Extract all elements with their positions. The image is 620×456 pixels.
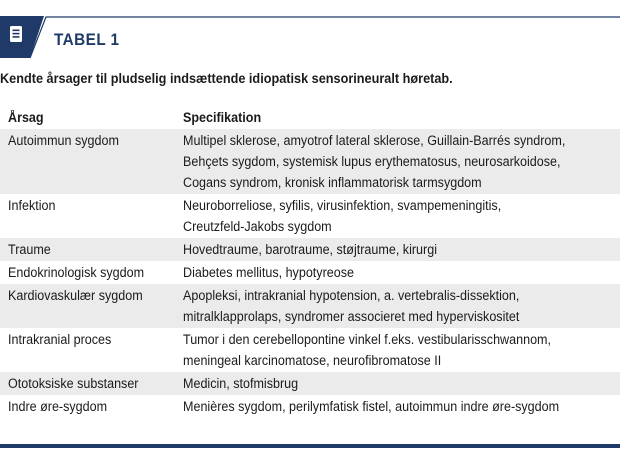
specification-line: mitralklapprolaps, syndromer associeret med hyperviskositet xyxy=(183,309,520,324)
cause-cell: Intrakranial proces xyxy=(8,332,112,347)
cause-cell: Ototoksiske substanser xyxy=(0,372,183,395)
specification-line: Multipel sklerose, amyotrof lateral sklerose, Guillain-Barrés syndrom, xyxy=(183,133,566,148)
table-row xyxy=(0,261,620,284)
specification-cell xyxy=(183,328,620,372)
specification-line: Cogans syndrom, kronisk inflammatorisk tarmsygdom xyxy=(183,175,482,190)
specification-line: Hovedtraume, barotraume, støjtraume, kirurgi xyxy=(183,242,437,257)
table-header xyxy=(0,0,620,62)
specification-line: Behçets sygdom, systemisk lupus erythematosus, neurosarkoidose, xyxy=(183,154,561,169)
cause-cell: Endokrinologisk sygdom xyxy=(8,265,145,280)
specification-cell xyxy=(183,238,620,261)
specification-line: Neuroborreliose, syfilis, virusinfektion, svampemeningitis, xyxy=(183,198,502,213)
table-row xyxy=(0,238,620,261)
specification-cell xyxy=(183,284,620,328)
specification-line: Diabetes mellitus, hypotyreose xyxy=(183,265,354,280)
specification-line: Creutzfeld-Jakobs sygdom xyxy=(183,219,332,234)
cause-cell: Kardiovaskulær sygdom xyxy=(0,284,183,328)
table-tag-label: TABEL 1 xyxy=(54,30,120,49)
table-row xyxy=(0,372,620,395)
specification-line: Tumor i den cerebellopontine vinkel f.eks. vestibularisschwannom, xyxy=(183,332,552,347)
specification-cell xyxy=(183,129,620,194)
specification-cell xyxy=(183,372,620,395)
specification-line: Medicin, stofmisbrug xyxy=(183,376,299,391)
table-row xyxy=(0,328,620,372)
specification-line: Menières sygdom, perilymfatisk fistel, autoimmun indre øre-sygdom xyxy=(183,399,560,414)
table-header-row xyxy=(0,105,620,129)
table-row xyxy=(0,284,620,328)
column-header-specification: Specifikation xyxy=(183,109,262,125)
specification-line: meningeal karcinomatose, neurofibromatose II xyxy=(183,353,442,368)
cause-cell: Infektion xyxy=(8,198,56,213)
cause-cell: Indre øre-sygdom xyxy=(8,399,108,414)
specification-cell xyxy=(183,194,620,238)
specification-cell xyxy=(183,261,620,284)
document-list-icon xyxy=(10,26,22,42)
table-row xyxy=(0,395,620,418)
cause-cell: Autoimmun sygdom xyxy=(0,129,183,194)
table-row xyxy=(0,129,620,194)
specification-line: Apopleksi, intrakranial hypotension, a. vertebralis-dissektion, xyxy=(183,288,520,303)
table-row xyxy=(0,194,620,238)
cause-cell: Traume xyxy=(0,238,183,261)
footer-bar xyxy=(0,444,620,448)
specification-cell xyxy=(183,395,620,418)
table-caption: Kendte årsager til pludselig indsættende idiopatisk sensorineuralt høretab. xyxy=(0,71,453,86)
causes-table xyxy=(0,105,620,418)
column-header-cause: Årsag xyxy=(8,109,44,125)
